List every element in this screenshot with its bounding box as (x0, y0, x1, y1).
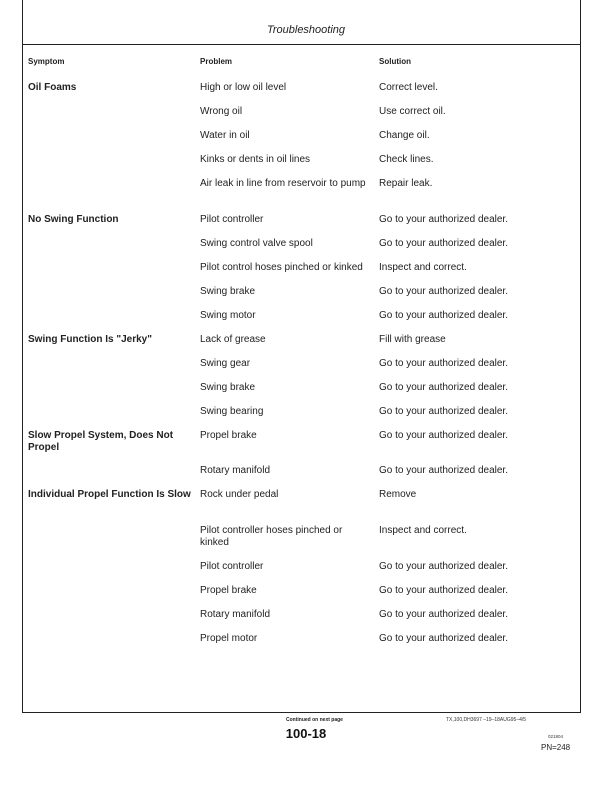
problem-cell: Pilot controller hoses pinched or kinked (200, 525, 343, 548)
problem-cell: Air leak in line from reservoir to pump (200, 178, 366, 189)
page-number: 100-18 (285, 726, 327, 741)
symptom-cell: Slow Propel System, Does Not Propel (28, 430, 174, 453)
solution-cell: Go to your authorized dealer. (379, 633, 508, 644)
problem-cell: Kinks or dents in oil lines (200, 154, 311, 165)
problem-cell: Rock under pedal (200, 489, 279, 500)
solution-cell: Inspect and correct. (379, 262, 467, 273)
problem-cell: Swing brake (200, 286, 256, 297)
solution-cell: Go to your authorized dealer. (379, 238, 508, 249)
problem-cell: Rotary manifold (200, 465, 271, 476)
problem-cell: Propel brake (200, 430, 257, 441)
symptom-cell: Swing Function Is "Jerky" (28, 334, 152, 345)
column-header-problem: Problem (200, 57, 233, 66)
column-header-solution: Solution (379, 57, 411, 66)
solution-cell: Fill with grease (379, 334, 446, 345)
problem-cell: Water in oil (200, 130, 250, 141)
small-code: 021804 (548, 734, 564, 739)
solution-cell: Go to your authorized dealer. (379, 286, 508, 297)
solution-cell: Go to your authorized dealer. (379, 561, 508, 572)
symptom-cell: Oil Foams (28, 82, 77, 93)
problem-cell: Lack of grease (200, 334, 266, 345)
solution-cell: Go to your authorized dealer. (379, 406, 508, 417)
document-code: TX,100,DH3697 –19–18AUG95–4/5 (446, 717, 527, 723)
problem-cell: Pilot controller (200, 561, 264, 572)
problem-cell: Swing brake (200, 382, 256, 393)
problem-cell: Rotary manifold (200, 609, 271, 620)
problem-cell: Pilot controller (200, 214, 264, 225)
solution-cell: Go to your authorized dealer. (379, 214, 508, 225)
problem-cell: High or low oil level (200, 82, 287, 93)
problem-cell: Wrong oil (200, 106, 243, 117)
problem-cell: Swing gear (200, 358, 251, 369)
continued-note: Continued on next page (286, 717, 343, 723)
problem-cell: Propel motor (200, 633, 258, 644)
solution-cell: Go to your authorized dealer. (379, 310, 508, 321)
problem-cell: Pilot control hoses pinched or kinked (200, 262, 363, 273)
solution-cell: Go to your authorized dealer. (379, 609, 508, 620)
solution-cell: Go to your authorized dealer. (379, 585, 508, 596)
page-title: Troubleshooting (266, 24, 346, 36)
symptom-cell: No Swing Function (28, 214, 119, 225)
symptom-cell: Individual Propel Function Is Slow (28, 489, 191, 500)
solution-cell: Change oil. (379, 130, 430, 141)
problem-cell: Swing motor (200, 310, 256, 321)
pn-number: PN=248 (541, 743, 571, 752)
solution-cell: Inspect and correct. (379, 525, 467, 536)
problem-cell: Swing control valve spool (200, 238, 313, 249)
problem-cell: Propel brake (200, 585, 257, 596)
solution-cell: Remove (379, 489, 417, 500)
solution-cell: Go to your authorized dealer. (379, 382, 508, 393)
solution-cell: Use correct oil. (379, 106, 446, 117)
solution-cell: Go to your authorized dealer. (379, 430, 508, 441)
solution-cell: Repair leak. (379, 178, 433, 189)
solution-cell: Go to your authorized dealer. (379, 465, 508, 476)
solution-cell: Correct level. (379, 82, 438, 93)
problem-cell: Swing bearing (200, 406, 264, 417)
column-header-symptom: Symptom (28, 57, 65, 66)
solution-cell: Check lines. (379, 154, 434, 165)
solution-cell: Go to your authorized dealer. (379, 358, 508, 369)
